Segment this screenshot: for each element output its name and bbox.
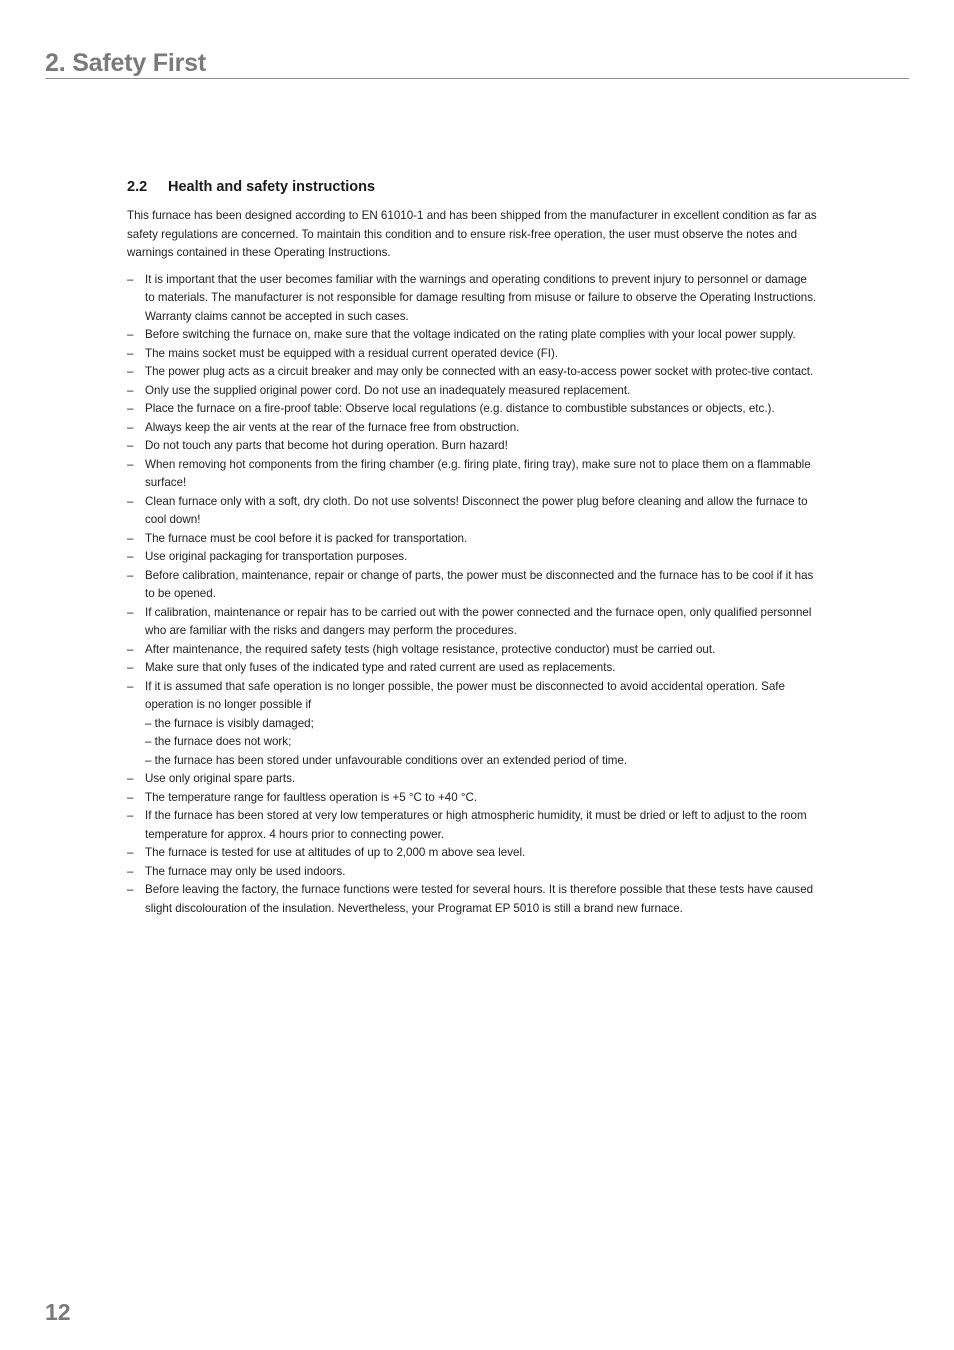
list-item: – Clean furnace only with a soft, dry cloth. Do not use solvents! Disconnect the power plug before cleaning and allow the furnace to cool down! bbox=[127, 494, 808, 526]
bullet-dash: – bbox=[127, 402, 134, 415]
page-number: 12 bbox=[45, 1299, 71, 1325]
list-item: – The power plug acts as a circuit breaker and may only be connected with an easy-to-access power socket with protec-tive contact. bbox=[127, 363, 817, 382]
list-item: – After maintenance, the required safety tests (high voltage resistance, protective conductor) must be carried out. bbox=[127, 641, 817, 660]
list-item: – Always keep the air vents at the rear of the furnace free from obstruction. bbox=[127, 419, 817, 438]
safe-operation-sublist bbox=[145, 715, 817, 771]
section-heading bbox=[127, 176, 817, 198]
bullet-dash: – bbox=[127, 272, 134, 286]
list-item: – Place the furnace on a fire-proof table: Observe local regulations (e.g. distance to combustible substances or objects, etc.). bbox=[127, 400, 817, 419]
section-number: 2.2 bbox=[127, 179, 148, 195]
bullet-dash: – bbox=[127, 642, 134, 656]
sublist-item: – the furnace is visibly damaged; bbox=[145, 716, 314, 730]
bullet-dash: – bbox=[127, 605, 134, 619]
list-item: – The furnace is tested for use at altitudes of up to 2,000 m above sea level. bbox=[127, 844, 817, 863]
list-item: – If the furnace has been stored at very low temperatures or high atmospheric humidity, it must be dried or left to adjust to the room temperature for approx. 4 hours prior to connecting power. bbox=[127, 809, 807, 841]
list-item: – Before calibration, maintenance, repair or change of parts, the power must be disconnected and the furnace has to be cool if it has to be opened. bbox=[127, 568, 814, 600]
list-item: – It is important that the user becomes familiar with the warnings and operating conditions to prevent injury to personnel or damage to materials. The manufacturer is not responsible for damage resulting from misuse or failure to observe the Operating Instructions. Warranty claims cannot be accepted in such cases. bbox=[127, 272, 817, 323]
sublist-item: – the furnace does not work; bbox=[145, 735, 292, 748]
list-item: – The furnace may only be used indoors. bbox=[127, 863, 817, 882]
list-item: – The furnace must be cool before it is packed for transportation. bbox=[127, 530, 817, 549]
list-item: – Only use the supplied original power cord. Do not use an inadequately measured replacement. bbox=[127, 382, 817, 401]
chapter-title: 2. Safety First bbox=[45, 49, 206, 77]
list-item: – Make sure that only fuses of the indicated type and rated current are used as replacements. bbox=[127, 659, 817, 678]
bullet-dash: – bbox=[127, 679, 134, 693]
intro-paragraph: This furnace has been designed according to EN 61010-1 and has been shipped from the manufacturer in excellent condition as far as safety regulations are concerned. To maintain this condition and to ensure risk-free operation, the user must observe the notes and warnings contained in these Operating Instructions. bbox=[127, 209, 817, 259]
section-content bbox=[127, 176, 817, 918]
bullet-dash: – bbox=[127, 365, 134, 378]
bullet-dash: – bbox=[127, 550, 134, 563]
list-item: – If calibration, maintenance or repair has to be carried out with the power connected and the furnace open, only qualified personnel who are familiar with the risks and dangers may perform the procedures. bbox=[127, 605, 812, 637]
bullet-dash: – bbox=[127, 772, 134, 785]
list-item: – Use original packaging for transportation purposes. bbox=[127, 548, 817, 567]
bullet-dash: – bbox=[127, 809, 134, 822]
list-item: – The mains socket must be equipped with a residual current operated device (FI). bbox=[127, 345, 817, 364]
bullet-dash: – bbox=[127, 346, 134, 360]
bullet-dash: – bbox=[127, 790, 134, 804]
list-item: – Use only original spare parts. bbox=[127, 770, 817, 789]
bullet-dash: – bbox=[127, 531, 134, 545]
bullet-dash: – bbox=[127, 457, 134, 471]
list-item: – Before leaving the factory, the furnace functions were tested for several hours. It is therefore possible that these tests have caused slight discolouration of the insulation. Nevertheless, your Programat EP 5010 is still a brand new furnace. bbox=[127, 883, 814, 915]
bullet-dash: – bbox=[127, 661, 134, 674]
bullet-dash: – bbox=[127, 328, 134, 341]
bullet-dash: – bbox=[127, 383, 134, 397]
list-item-safe-operation: – If it is assumed that safe operation is no longer possible, the power must be disconnected to avoid accidental operation. Safe operation is no longer possible if – the furnace is visibly damaged; – the furnace does not work; – the furnace has been stored under unfavourable conditions over an extended period of time. bbox=[127, 678, 817, 771]
safety-instructions-list bbox=[127, 271, 817, 919]
list-item: – The temperature range for faultless operation is +5 °C to +40 °C. bbox=[127, 789, 817, 808]
bullet-dash: – bbox=[127, 846, 134, 859]
sublist-item: – the furnace has been stored under unfavourable conditions over an extended period of time. bbox=[145, 753, 628, 767]
bullet-dash: – bbox=[127, 420, 134, 434]
chapter-header bbox=[45, 48, 909, 79]
bullet-dash: – bbox=[127, 883, 134, 896]
bullet-dash: – bbox=[127, 568, 134, 582]
section-title: Health and safety instructions bbox=[168, 179, 376, 195]
list-item: – Before switching the furnace on, make sure that the voltage indicated on the rating plate complies with your local power supply. bbox=[127, 326, 817, 345]
bullet-dash: – bbox=[127, 864, 134, 878]
bullet-dash: – bbox=[127, 439, 134, 452]
list-item: – Do not touch any parts that become hot during operation. Burn hazard! bbox=[127, 437, 817, 456]
list-item: – When removing hot components from the firing chamber (e.g. firing plate, firing tray), make sure not to place them on a flammable surface! bbox=[127, 457, 811, 489]
bullet-dash: – bbox=[127, 494, 134, 508]
